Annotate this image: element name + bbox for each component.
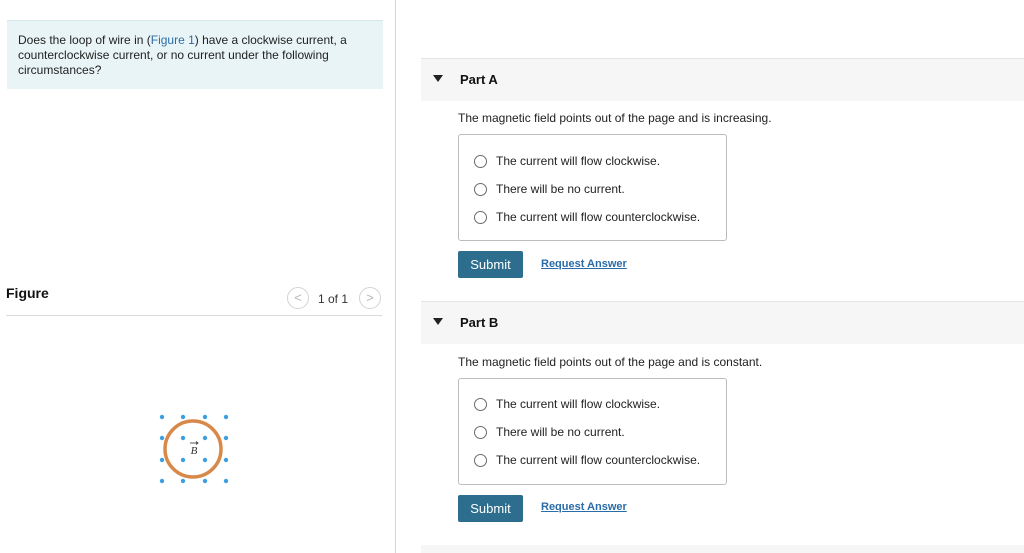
left-column (0, 0, 395, 553)
radio-button[interactable] (474, 398, 487, 411)
part-a-request-answer-link[interactable]: Request Answer (541, 258, 627, 270)
previous-figure-button[interactable] (287, 287, 309, 309)
radio-button[interactable] (474, 454, 487, 467)
part-a-header[interactable] (421, 58, 1024, 101)
wire-loop-figure (155, 410, 235, 490)
radio-button[interactable] (474, 155, 487, 168)
caret-down-icon (433, 318, 443, 325)
field-label-b: B (190, 445, 198, 457)
next-part-header-edge (421, 545, 1024, 553)
figure-title: Figure (6, 285, 49, 301)
chevron-right-icon: > (366, 290, 374, 305)
figure-pager: 1 of 1 (318, 292, 349, 306)
part-a-option-no-current[interactable]: There will be no current. (474, 181, 625, 197)
chevron-left-icon: < (294, 290, 302, 305)
part-b-request-answer-link[interactable]: Request Answer (541, 501, 627, 513)
question-box (7, 20, 383, 89)
radio-button[interactable] (474, 183, 487, 196)
part-b-options (458, 378, 727, 485)
radio-button[interactable] (474, 426, 487, 439)
part-b-prompt: The magnetic field points out of the page and is constant. (458, 355, 763, 369)
part-a-option-clockwise[interactable]: The current will flow clockwise. (474, 153, 660, 169)
part-b-submit-button[interactable]: Submit (458, 495, 523, 522)
figure-header (6, 283, 382, 316)
part-a-submit-button[interactable]: Submit (458, 251, 523, 278)
part-a-options (458, 134, 727, 241)
radio-button[interactable] (474, 211, 487, 224)
part-a-option-counterclockwise[interactable]: The current will flow counterclockwise. (474, 209, 700, 225)
part-b-option-no-current[interactable]: There will be no current. (474, 424, 625, 440)
question-text-after: ) have a clockwise current, a counterclockwise current, or no current under the following circumstances? (18, 33, 347, 77)
figure-link[interactable]: Figure 1 (150, 33, 195, 47)
column-divider (395, 0, 396, 553)
question-text-before: Does the loop of wire in ( (18, 33, 151, 47)
part-a-prompt: The magnetic field points out of the page and is increasing. (458, 111, 772, 125)
part-b-header[interactable] (421, 301, 1024, 344)
caret-down-icon (433, 75, 443, 82)
next-figure-button[interactable] (359, 287, 381, 309)
part-b-option-clockwise[interactable]: The current will flow clockwise. (474, 396, 660, 412)
part-a-title: Part A (460, 72, 498, 87)
part-b-title: Part B (460, 315, 499, 330)
part-b-option-counterclockwise[interactable]: The current will flow counterclockwise. (474, 452, 700, 468)
